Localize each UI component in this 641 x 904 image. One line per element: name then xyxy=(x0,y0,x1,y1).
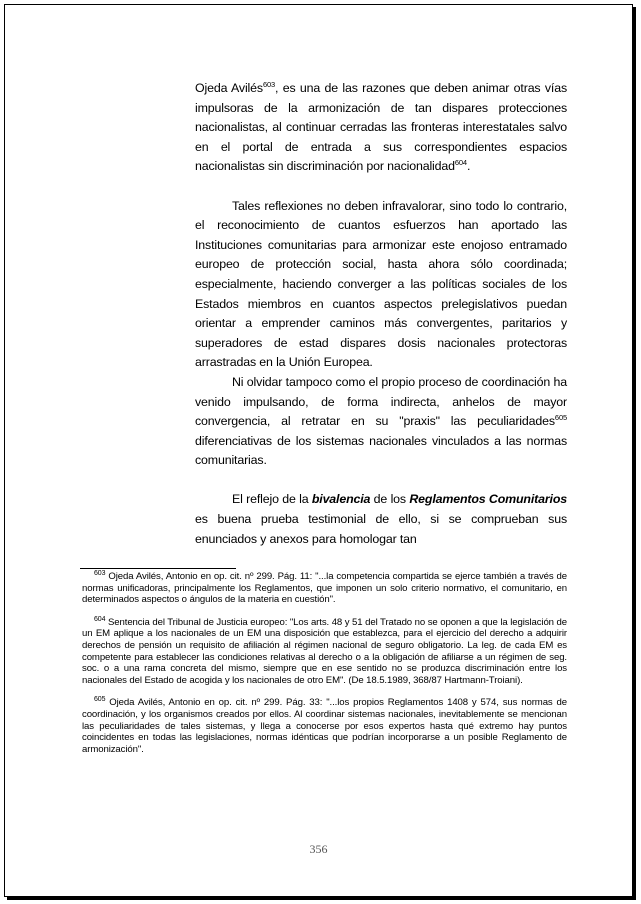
emphasis-bivalencia: bivalencia xyxy=(311,492,371,507)
footnote-number: 605 xyxy=(94,696,106,704)
page-number: 356 xyxy=(309,842,328,856)
paragraph-2: Tales reflexiones no deben infravalorar, sino todo lo contrario, el reconocimiento de cuantos esfuerzos han aportado las Instituciones comunitarias para armonizar este enojoso entramado europeo de protección social, hasta ahora sólo coordinada; especialmente, haciendo converger a las políticas sociales de los Estados miembros en cuantos aspectos prelegislativos puedan orientar a emprender caminos más convergentes, paritarios y superadores de estad dispares dosis nacionales protectoras arrastradas en la Unión Europea. xyxy=(195,198,567,370)
main-text xyxy=(195,79,567,549)
text-run: Ojeda Avilés xyxy=(195,81,263,95)
text-run: Ni olvidar tampoco como el propio proceso de coordinación ha venido impulsando, de forma indirecta, anhelos de mayor convergencia, al retratar en su "praxis" las peculiaridades xyxy=(195,374,567,429)
paragraph-3 xyxy=(195,373,567,471)
text-run: , es una de las razones que deben animar otras vías impulsoras de la armonización de tan dispares protecciones nacionalistas, al continuar cerradas las fronteras interestatales salvo en el portal de entrada a sus correspondientes espacios nacionalistas sin discriminación por nacionalidad xyxy=(195,81,567,174)
footnote-ref-604[interactable]: 604 xyxy=(454,158,467,168)
footnote-ref-605[interactable]: 605 xyxy=(554,413,567,423)
paragraph-1 xyxy=(195,79,567,177)
emphasis-reglamentos: Reglamentos Comunitarios xyxy=(409,492,567,507)
text-run: de los xyxy=(370,492,410,507)
footnote-text: Sentencia del Tribunal de Justicia europeo: "Los arts. 48 y 51 del Tratado no se oponen a que la legislación de un EM aplique a los nacionales de un EM una disposición que establezca, para el ejercicio del derecho a adquirir derechos de pensión un requisito de afiliación al régimen nacional de seguro obligatorio. La leg. de cada EM es competente para establecer las condiciones relativas al derecho o a la obligación de afiliarse a un régimen de seg. soc. o a una rama concreta del mismo, siempre que en ese sentido no se produzca discriminación entre los nacionales del Estado de acogida y los nacionales de otro EM". (De 18.5.1989, 368/87 Hartmann-Troiani). xyxy=(82,616,567,686)
footnote-text: Ojeda Avilés, Antonio en op. cit. nº 299. Pág. 33: "...los propios Reglamentos 1408 y 574, sus normas de coordinación, y los organismos creados por ellos. Al coordinar sistemas nacionales, inevitablemente se mencionan las peculiaridades de tales sistemas, y llega a conocerse por esos expertos hasta qué extremo hay puntos coincidentes en todas las legislaciones, normas idénticas que podrían incorporarse a un posible Reglamento de armonización". xyxy=(82,697,567,755)
text-run: . xyxy=(466,159,471,174)
footnote-number: 604 xyxy=(94,615,106,623)
footnote-ref-603[interactable]: 603 xyxy=(262,80,276,89)
footnote-text: Ojeda Avilés, Antonio en op. cit. nº 299. Pág. 11: "...la competencia compartida se ejerce también a través de normas unificadoras, principalmente los Reglamentos, que imponen un solo criterio normativo, el comunitario, en determinados aspectos o ángulos de la materia en cuestión". xyxy=(82,571,567,606)
paragraph-gap xyxy=(195,177,567,197)
text-run: diferenciativas de los sistemas nacionales vinculados a las normas comunitarias. xyxy=(195,433,567,468)
paragraph-4 xyxy=(195,490,567,549)
text-run: El reflejo de la xyxy=(232,492,312,507)
document-page xyxy=(4,4,633,897)
footnote-603 xyxy=(82,571,567,606)
text-run: es buena prueba testimonial de ello, si se comprueban sus enunciados y anexos para homologar tan xyxy=(195,512,567,546)
footnote-605 xyxy=(82,697,567,755)
paragraph-gap xyxy=(195,471,567,491)
footnote-number: 603 xyxy=(94,570,106,577)
footnote-604 xyxy=(82,617,567,687)
footnotes xyxy=(82,571,567,766)
footnote-separator xyxy=(80,568,236,569)
